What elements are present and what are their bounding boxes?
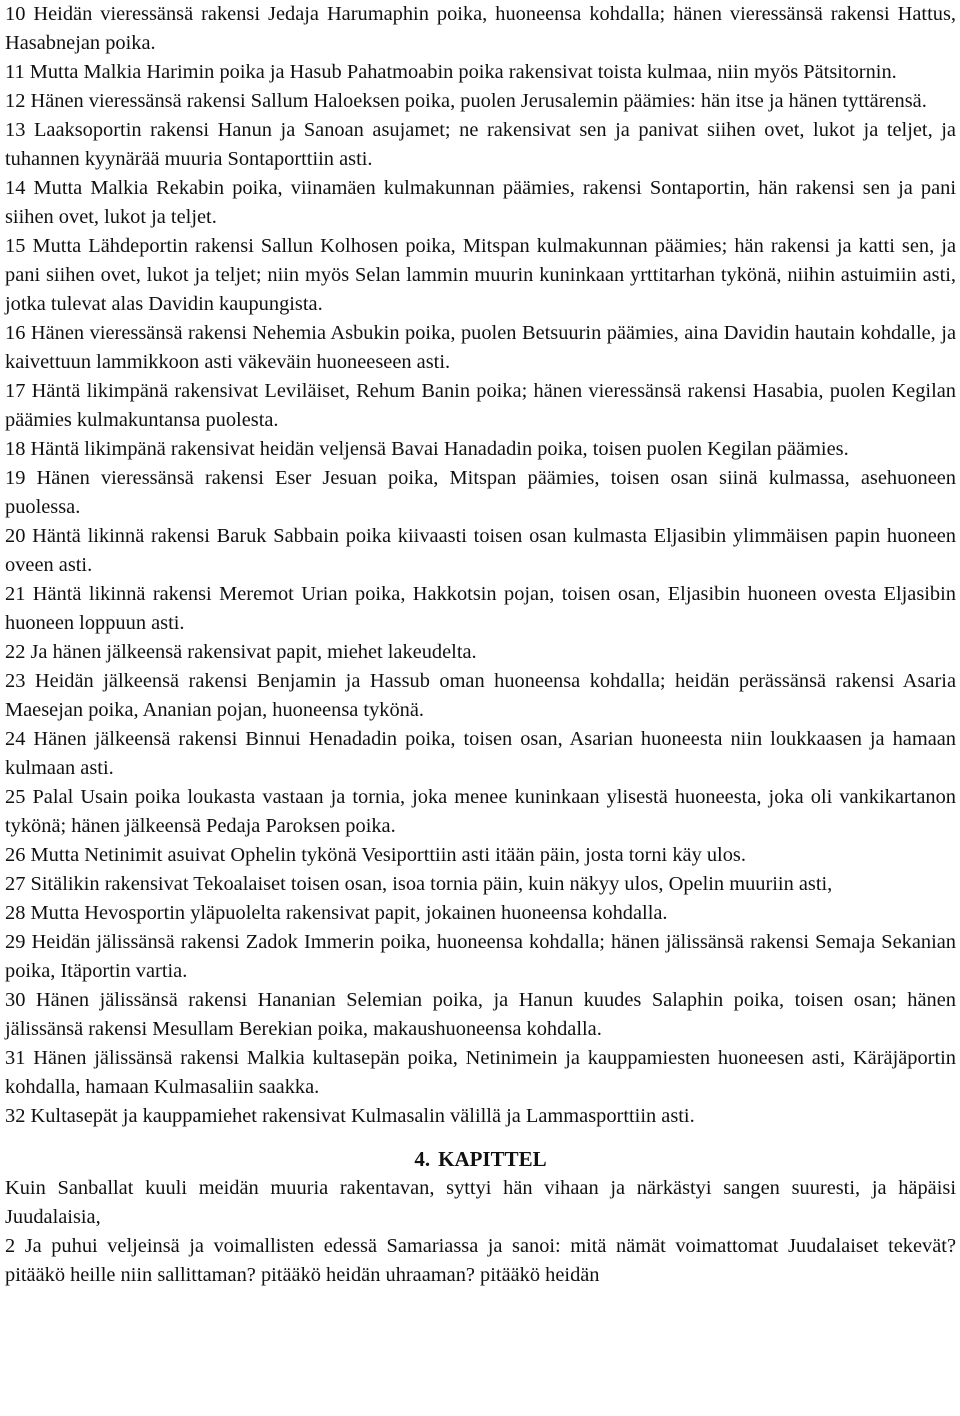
verse-16: 16 Hänen vieressänsä rakensi Nehemia Asbukin poika, puolen Betsuurin päämies, aina Davidin hautain kohdalle, ja kaivettuun lammikkoon asti väkeväin huoneeseen asti. — [5, 322, 956, 373]
verse-15: 15 Mutta Lähdeportin rakensi Sallun Kolhosen poika, Mitspan kulmakunnan päämies; hän rakensi ja katti sen, ja pani siihen ovet, lukot ja teljet; niin myös Selan lammin muurin kuninkaan yrttitarhan tykönä, niihin astuimiin asti, jotka tulevat alas Davidin kaupungista. — [5, 235, 956, 315]
verse-17: 17 Häntä likimpänä rakensivat Leviläiset, Rehum Banin poika; hänen vieressänsä rakensi Hasabia, puolen Kegilan päämies kulmakuntansa puolesta. — [5, 380, 956, 431]
chapter-heading — [5, 1145, 956, 1174]
verse-27: 27 Sitälikin rakensivat Tekoalaiset toisen osan, isoa tornia päin, kuin näkyy ulos, Opelin muuriin asti, — [5, 873, 833, 895]
verse-22: 22 Ja hänen jälkeensä rakensivat papit, miehet lakeudelta. — [5, 641, 477, 663]
verse-25: 25 Palal Usain poika loukasta vastaan ja tornia, joka menee kuninkaan ylisestä huoneesta, joka oli vankikartanon tykönä; hänen jälkeensä Pedaja Paroksen poika. — [5, 786, 956, 837]
verse-31: 31 Hänen jälissänsä rakensi Malkia kultasepän poika, Netinimein ja kauppamiesten huoneesen asti, Käräjäportin kohdalla, hamaan Kulmasaliin saakka. — [5, 1047, 956, 1098]
document-page — [5, 0, 956, 1290]
verse-24: 24 Hänen jälkeensä rakensi Binnui Henadadin poika, toisen osan, Asarian huoneesta niin loukkaasen ja hamaan kulmaan asti. — [5, 728, 956, 779]
verse-21: 21 Häntä likinnä rakensi Meremot Urian poika, Hakkotsin pojan, toisen osan, Eljasibin huoneen ovesta Eljasibin huoneen loppuun asti. — [5, 583, 956, 634]
verse-28: 28 Mutta Hevosportin yläpuolelta rakensivat papit, jokainen huoneensa kohdalla. — [5, 902, 668, 924]
verse-10: 10 Heidän vieressänsä rakensi Jedaja Harumaphin poika, huoneensa kohdalla; hänen vieressänsä rakensi Hattus, Hasabnejan poika. — [5, 3, 956, 54]
verse-14: 14 Mutta Malkia Rekabin poika, viinamäen kulmakunnan päämies, rakensi Sontaportin, hän rakensi sen ja pani siihen ovet, lukot ja teljet. — [5, 177, 956, 228]
chapter-3-verses — [5, 0, 956, 1131]
chapter-4-verses — [5, 1174, 956, 1290]
verse-19: 19 Hänen vieressänsä rakensi Eser Jesuan poika, Mitspan päämies, toisen osan siinä kulmassa, asehuoneen puolessa. — [5, 467, 956, 518]
verse-32: 32 Kultasepät ja kauppamiehet rakensivat Kulmasalin välillä ja Lammasporttiin asti. — [5, 1105, 695, 1127]
verse-26: 26 Mutta Netinimit asuivat Ophelin tykönä Vesiporttiin asti itään päin, josta torni käy ulos. — [5, 844, 746, 866]
verse-1: Kuin Sanballat kuuli meidän muuria rakentavan, syttyi hän vihaan ja närkästyi sangen suuresti, ja häpäisi Juudalaisia, — [5, 1177, 956, 1228]
chapter-number: 4. — [414, 1147, 431, 1171]
verse-13: 13 Laaksoportin rakensi Hanun ja Sanoan asujamet; ne rakensivat sen ja panivat siihen ovet, lukot ja teljet, ja tuhannen kyynärää muuria Sontaporttiin asti. — [5, 119, 956, 170]
verse-11: 11 Mutta Malkia Harimin poika ja Hasub Pahatmoabin poika rakensivat toista kulmaa, niin myös Pätsitornin. — [5, 61, 897, 83]
verse-12: 12 Hänen vieressänsä rakensi Sallum Haloeksen poika, puolen Jerusalemin päämies: hän itse ja hänen tyttärensä. — [5, 90, 927, 112]
verse-20: 20 Häntä likinnä rakensi Baruk Sabbain poika kiivaasti toisen osan kulmasta Eljasibin ylimmäisen papin huoneen oveen asti. — [5, 525, 956, 576]
verse-2: 2 Ja puhui veljeinsä ja voimallisten edessä Samariassa ja sanoi: mitä nämät voimattomat Juudalaiset tekevät? pitääkö heille niin sallittaman? pitääkö heidän uhraaman? pitääkö heidän — [5, 1235, 956, 1286]
verse-30: 30 Hänen jälissänsä rakensi Hananian Selemian poika, ja Hanun kuudes Salaphin poika, toisen osan; hänen jälissänsä rakensi Mesullam Berekian poika, makaushuoneensa kohdalla. — [5, 989, 956, 1040]
verse-23: 23 Heidän jälkeensä rakensi Benjamin ja Hassub oman huoneensa kohdalla; heidän perässänsä rakensi Asaria Maesejan poika, Ananian pojan, huoneensa tykönä. — [5, 670, 956, 721]
chapter-label: KAPITTEL — [438, 1147, 547, 1171]
verse-29: 29 Heidän jälissänsä rakensi Zadok Immerin poika, huoneensa kohdalla; hänen jälissänsä rakensi Semaja Sekanian poika, Itäportin vartia. — [5, 931, 956, 982]
verse-18: 18 Häntä likimpänä rakensivat heidän veljensä Bavai Hanadadin poika, toisen puolen Kegilan päämies. — [5, 438, 849, 460]
